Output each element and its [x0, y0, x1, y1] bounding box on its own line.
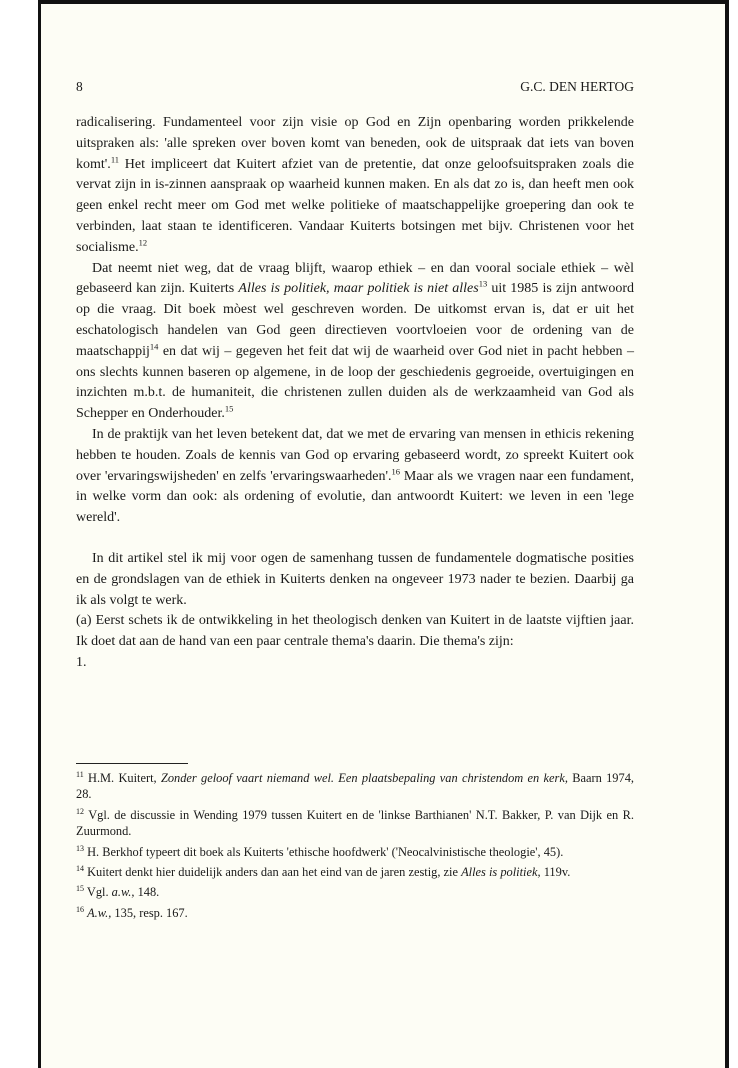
paragraph-5: (a) Eerst schets ik de ontwikkeling in het theologisch denken van Kuitert in de laatste vijftien jaar. Ik doet dat aan de hand van een paar centrale thema's daarin. Die thema's zijn:	[76, 613, 634, 650]
footnote-12: $^{12}$ Vgl. de discussie in Wending 1979 tussen Kuitert en de 'linkse Barthianen' N.T. Bakker, P. van Dijk en R. Zuurmond.	[76, 806, 634, 839]
footnotes	[76, 770, 634, 925]
footnote-ref-13: 13	[478, 278, 488, 289]
footnote-11: $^{11}$ H.M. Kuitert, Zonder geloof vaart niemand wel. Een plaatsbepaling van christendom en kerk, Baarn 1974, 28.	[76, 769, 634, 802]
paragraph-6: 1.	[76, 654, 87, 670]
footnote-13: $^{13}$ H. Berkhof typeert dit boek als Kuiterts 'ethische hoofdwerk' ('Neocalvinistische theologie', 45).	[76, 843, 564, 859]
book-title: Alles is politiek, maar politiek is niet alles	[238, 281, 479, 297]
scan-border-right	[725, 0, 729, 1068]
paragraph-4: In dit artikel stel ik mij voor ogen de samenhang tussen de fundamentele dogmatische posities en de grondslagen van de ethiek in Kuiterts denken na ongeveer 1973 nader te bezien. Daarbij ga ik als volgt te werk.	[76, 550, 634, 608]
footnote-ref-16: 16	[391, 465, 400, 476]
paragraph-1: radicalisering. Fundamenteel voor zijn visie op God en Zijn openbaring worden prikkelende uitspraken als: 'alle spreken over boven komt van beneden, ook de uitspraak dat iets van boven komt'.$^{11}$ Het impliceert dat Kuitert afziet van de pretentie, dat onze geloofsuitspraken zoals die vervat zijn in is-zinnen aanspraak op waarheid kunnen maken. En als dat zo is, dan heeft men ook geen enkel recht meer om God met welke politieke of maatschappelijke groepering dan ook te verbinden, laat staan te identificeren. Vandaar Kuiterts botsingen met bijv. Christenen voor het socialisme.$^{12}$	[76, 115, 634, 255]
footnote-ref-15: 15	[224, 403, 234, 414]
footnote-separator	[76, 763, 188, 764]
footnote-14: $^{14}$ Kuitert denkt hier duidelijk anders dan aan het eind van de jaren zestig, zie Alles is politiek, 119v.	[76, 863, 571, 880]
paragraph-gap	[76, 529, 634, 549]
paragraph-2: Dat neemt niet weg, dat de vraag blijft, waarop ethiek – en dan vooral sociale ethiek – wèl gebaseerd kan zijn. Kuiterts Alles is politiek, maar politiek is niet alles$^{13}$ uit 1985 is zijn antwoord op die vraag. Dit boek mòest wel geschreven worden. De uitkomst ervan is, dat er uit het eschatologisch handelen van God geen directieven voortvloeien voor de ordening van de maatschappij$^{14}$ en dat wij – gegeven het feit dat wij de waarheid over God niet in pacht hebben – ons slechts kunnen baseren op algemene, in de loop der geschiedenis gegroeide, overtuigingen en inzichten m.b.t. de humaniteit, die christenen zullen duiden als de werkzaamheid van God als Schepper en Onderhouder.$^{15}$	[76, 260, 634, 422]
page-number: 8	[76, 79, 83, 94]
footnote-ref-14: 14	[149, 341, 159, 352]
page-header	[76, 79, 634, 95]
footnote-16: $^{16}$ A.w., 135, resp. 167.	[76, 904, 188, 920]
footnote-ref-11: 11	[110, 153, 119, 164]
paragraph-3: In de praktijk van het leven betekent dat, dat we met de ervaring van mensen in ethicis rekening hebben te houden. Zoals de kennis van God op ervaring gebaseerd wordt, zo spreekt Kuitert ook over 'ervaringswijsheden' en zelfs 'ervaringswaarheden'.$^{16}$ Maar als we vragen naar een fundament, in welke vorm dan ook: als ordening of evolutie, dan antwoordt Kuitert: we leven in een 'lege wereld'.	[76, 426, 635, 526]
footnote-ref-12: 12	[138, 237, 148, 248]
footnote-15: $^{15}$ Vgl. a.w., 148.	[76, 884, 160, 900]
body-text	[76, 113, 634, 674]
running-title: G.C. DEN HERTOG	[520, 79, 634, 94]
